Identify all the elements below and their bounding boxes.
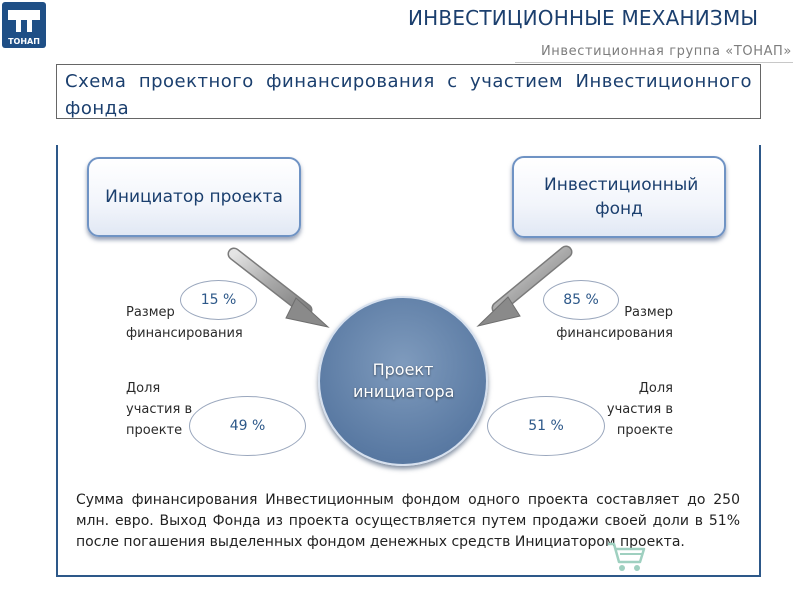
left-size-label: Размер финансирования	[126, 305, 243, 341]
project-label: Проект инициатора	[353, 360, 455, 401]
initiator-node	[87, 157, 301, 237]
shopping-cart-icon	[606, 540, 646, 574]
initiator-label: Инициатор проекта	[105, 187, 283, 207]
left-share-value: 49 %	[189, 396, 306, 456]
right-size-label: Размер финансирования	[556, 305, 673, 341]
project-circle	[318, 296, 488, 466]
page-title: ИНВЕСТИЦИОННЫЕ МЕХАНИЗМЫ	[408, 6, 759, 30]
fund-label: Инвестиционный фонд	[544, 175, 699, 219]
page-subtitle: Инвестиционная группа «ТОНАП»	[540, 44, 792, 59]
schema-title: Схема проектного финансирования с участием Инвестиционного фонда	[56, 64, 761, 119]
left-size-value: 15 %	[180, 280, 257, 320]
right-share-label: Доля участия в проекте	[606, 381, 673, 438]
left-share-label: Доля участия в проекте	[126, 381, 193, 438]
right-size-value: 85 %	[543, 280, 619, 320]
fund-node	[512, 156, 726, 238]
summary-text: Сумма финансирования Инвестиционным фондом одного проекта составляет до 250 млн. евро. Выход Фонда из проекта осуществляется путем продажи своей доли в 51% после погашения выделенных фондом денежных средств Инициатором проекта.	[76, 492, 740, 550]
right-share-value: 51 %	[487, 396, 605, 456]
logo-text: ТОНАП	[8, 37, 40, 46]
